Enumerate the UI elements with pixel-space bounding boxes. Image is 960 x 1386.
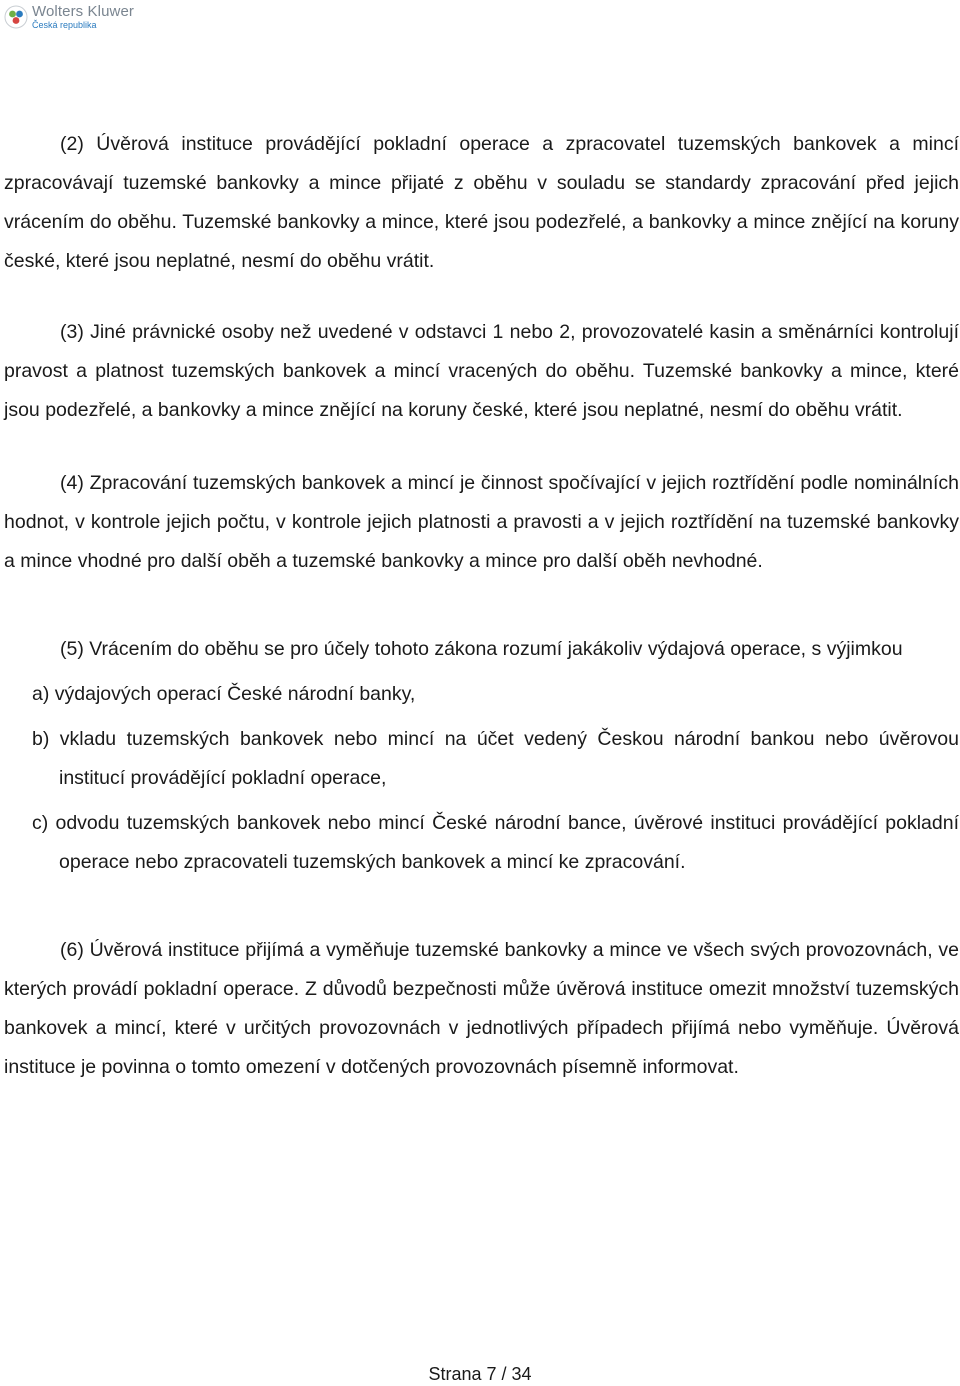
paragraph-6: (6) Úvěrová instituce přijímá a vyměňuje tuzemské bankovky a mince ve všech svých provozovnách, ve kterých provádí pokladní operace. Z důvodů bezpečnosti může úvěrová instituce omezit množství tuzemských bankovek a mincí, které v určitých provozovnách v jednotlivých případech přijímá nebo vyměňuje. Úvěrová instituce je povinna o tomto omezení v dotčených provozovnách písemně informovat. bbox=[4, 939, 959, 1078]
paragraph-5: (5) Vrácením do oběhu se pro účely tohoto zákona rozumí jakákoliv výdajová operace, s výjimkou bbox=[60, 638, 903, 660]
paragraph-3: (3) Jiné právnické osoby než uvedené v odstavci 1 nebo 2, provozovatelé kasin a směnárníci kontrolují pravost a platnost tuzemských bankovek a mincí vracených do oběhu. Tuzemské bankovky a mince, které jsou podezřelé, a bankovky a mince znějící na koruny české, které jsou neplatné, nesmí do oběhu vrátit. bbox=[4, 321, 959, 421]
paragraph-2: (2) Úvěrová instituce provádějící pokladní operace a zpracovatel tuzemských bankovek a mincí zpracovávají tuzemské bankovky a mince přijaté z oběhu v souladu se standardy zpracování před jejich vrácením do oběhu. Tuzemské bankovky a mince, které jsou podezřelé, a bankovky a mince znějící na koruny české, které jsou neplatné, nesmí do oběhu vrátit. bbox=[4, 133, 959, 272]
wolters-kluwer-logo-icon bbox=[4, 5, 28, 29]
logo-subtitle: Česká republika bbox=[32, 20, 97, 30]
publisher-logo bbox=[4, 4, 134, 30]
logo-name: Wolters Kluwer bbox=[32, 3, 134, 20]
list-item-a: a) výdajových operací České národní banky, bbox=[32, 683, 416, 705]
paragraph-4: (4) Zpracování tuzemských bankovek a mincí je činnost spočívající v jejich roztřídění podle nominálních hodnot, v kontrole jejich počtu, v kontrole jejich platnosti a pravosti a v jejich roztřídění na tuzemské bankovky a mince vhodné pro další oběh a tuzemské bankovky a mince pro další oběh nevhodné. bbox=[4, 472, 959, 572]
list-item-b: b) vkladu tuzemských bankovek nebo mincí na účet vedený Českou národní bankou nebo úvěrovou institucí provádějící pokladní operace, bbox=[32, 728, 959, 789]
page-number: Strana 7 / 34 bbox=[428, 1364, 532, 1384]
document-body bbox=[4, 125, 959, 1087]
list-item-c: c) odvodu tuzemských bankovek nebo mincí České národní bance, úvěrové instituci provádějící pokladní operace nebo zpracovateli tuzemských bankovek a mincí ke zpracování. bbox=[32, 812, 959, 873]
